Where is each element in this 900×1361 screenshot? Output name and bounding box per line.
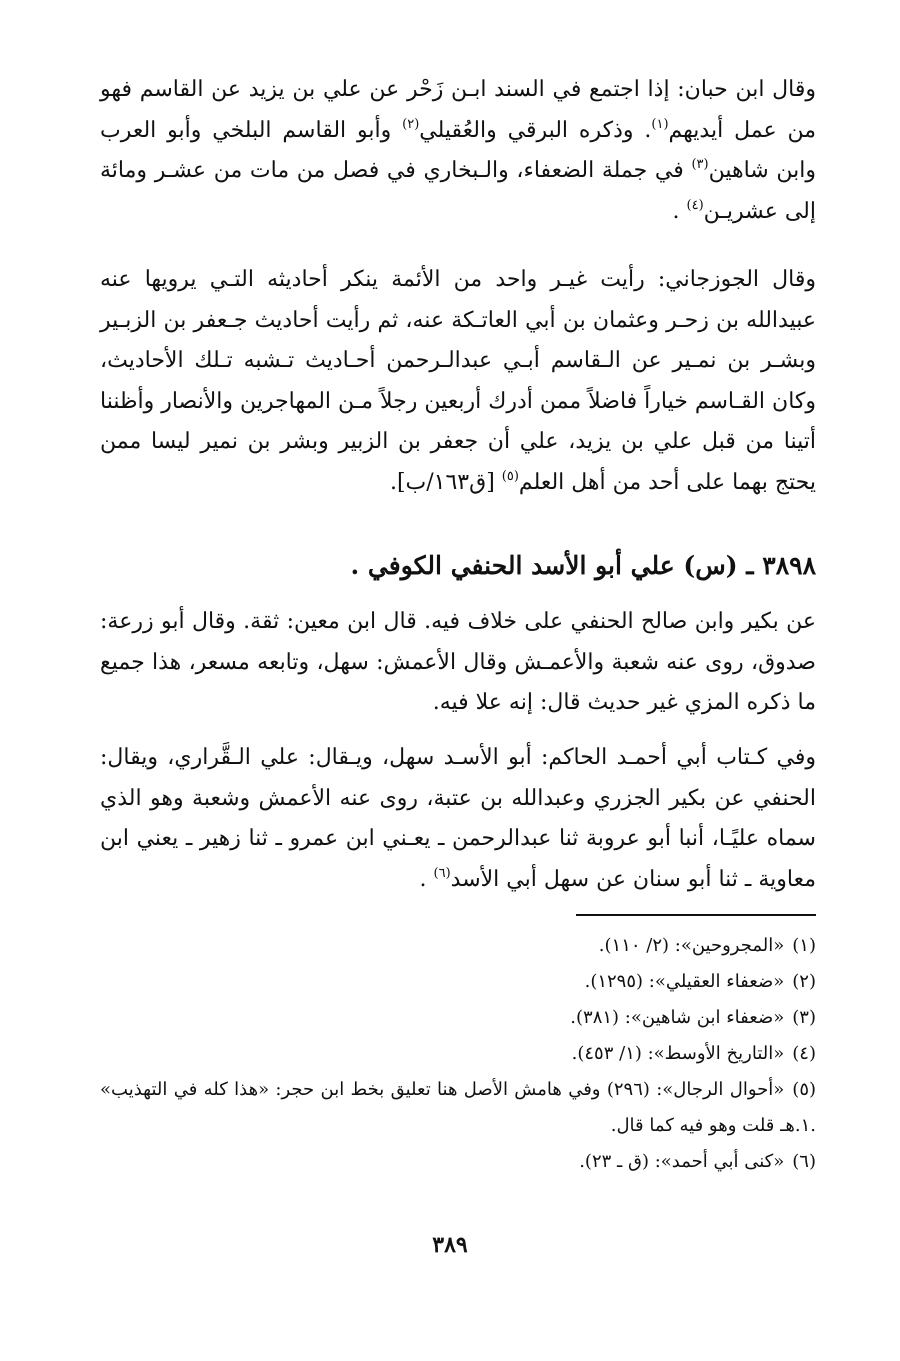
paragraph-text: وقال الجوزجاني: رأيت غيـر واحد من الأئمة ينكر أحاديثه التـي يرويها عنه عبيدالله بن زحـر وعثمان بن أبي العاتـكة عنه، ثم رأيت أحاديث جـعفر بن الزبـير وبشـر بن نمـير عن الـقاسم أبـي عبدالـرحمن أحـاديث تـشبه تـلك الأحاديث، وكان القـاسم خياراً فاضلاً ممن أدرك أربعين رجلاً مـن المهاجرين والأنصار وأظننا أتينا من قبل علي بن يزيد، علي أن جعفر بن الزبير وبشر بن نمير ليسا ممن يحتج بهما على أحد من أهل العلم <box>100 267 816 495</box>
footnote-1 <box>100 928 816 964</box>
paragraph-text: [ق١٦٣/ب]. <box>389 469 502 495</box>
paragraph-text: وفي كـتاب أبي أحمـد الحاكم: أبو الأسـد سهل، ويـقال: علي الـقَّراري، ويقال: الحنفي عن بكير الجزري وعبدالله بن عتبة، روى عنه الأعمش وشعبة وهو الذي سماه عليًـا، أنبا أبو عروبة ثنا عبدالرحمن ـ يعـني ابن عمرو ـ ثنا زهير ـ يعني ابن معاوية ـ ثنا أبو سنان عن سهل أبي الأسد <box>100 745 816 892</box>
footnote-number: (٥) <box>792 1079 817 1100</box>
footnote-ref-6[interactable]: (٦) <box>433 865 451 881</box>
footnote-ref-1[interactable]: (١) <box>651 116 669 132</box>
footnote-text: «أحوال الرجال»: (٢٩٦) وفي هامش الأصل هنا تعليق بخط ابن حجر: «هذا كله في التهذيب» .١.هـ قلت وهو فيه كما قال. <box>100 1079 816 1136</box>
paragraph-text: في جملة الضعفاء، والـبخاري في فصل من مات من عشـر ومائة إلى عشريـن <box>100 158 816 224</box>
paragraph-text: . <box>419 866 434 892</box>
footnote-6 <box>100 1144 816 1180</box>
paragraph-hakim <box>100 738 816 900</box>
footnote-number: (٢) <box>792 971 816 992</box>
paragraph-juzjani <box>100 260 816 503</box>
entry-heading: ٣٨٩٨ ـ (س) علي أبو الأسد الحنفي الكوفي . <box>350 551 816 580</box>
footnote-ref-4[interactable]: (٤) <box>686 197 704 213</box>
footnote-ref-2[interactable]: (٢) <box>402 116 420 132</box>
footnote-ref-5[interactable]: (٥) <box>501 468 519 484</box>
footnotes-section <box>100 928 816 1180</box>
footnote-text: «ضعفاء ابن شاهين»: (٣٨١). <box>570 1007 785 1028</box>
page-number: ٣٨٩ <box>432 1232 468 1258</box>
footnote-2 <box>100 964 816 1000</box>
footnote-number: (٦) <box>792 1151 816 1172</box>
footnote-text: «ضعفاء العقيلي»: (١٢٩٥). <box>584 971 785 992</box>
paragraph-entry-body: عن بكير وابن صالح الحنفي على خلاف فيه. قال ابن معين: ثقة. وقال أبو زرعة: صدوق، روى عنه شعبة والأعمـش وقال الأعمش: سهل، وتابعه مسعر، هذا جميع ما ذكره المزي غير حديث قال: إنه علا فيه. <box>100 609 816 715</box>
paragraph-text: وقال ابن حبان: إذا اجتمع في السند ابـن زَحْر عن علي بن يزيد عن القاسم فهو من عمل أيديهم <box>100 77 817 143</box>
footnote-text: «التاريخ الأوسط»: (١/ ٤٥٣). <box>571 1043 785 1064</box>
footnote-5 <box>100 1072 816 1144</box>
footnote-number: (٣) <box>792 1007 816 1028</box>
footnote-number: (١) <box>792 935 816 956</box>
footnote-divider <box>576 914 816 916</box>
footnote-text: «المجروحين»: (٢/ ١١٠). <box>598 935 785 956</box>
footnote-3 <box>100 1000 816 1036</box>
paragraph-text: . وذكره البرقي والعُقيلي <box>419 117 652 143</box>
footnote-number: (٤) <box>792 1043 816 1064</box>
paragraph-ibn-hibban <box>100 70 816 232</box>
paragraph-text: . <box>672 198 687 224</box>
footnote-text: «كنى أبي أحمد»: (ق ـ ٢٣). <box>579 1151 785 1172</box>
paragraph-text: وأبو القاسم البلخي وأبو العرب وابن شاهين <box>100 117 816 183</box>
footnote-ref-3[interactable]: (٣) <box>691 156 709 172</box>
footnote-4 <box>100 1036 816 1072</box>
